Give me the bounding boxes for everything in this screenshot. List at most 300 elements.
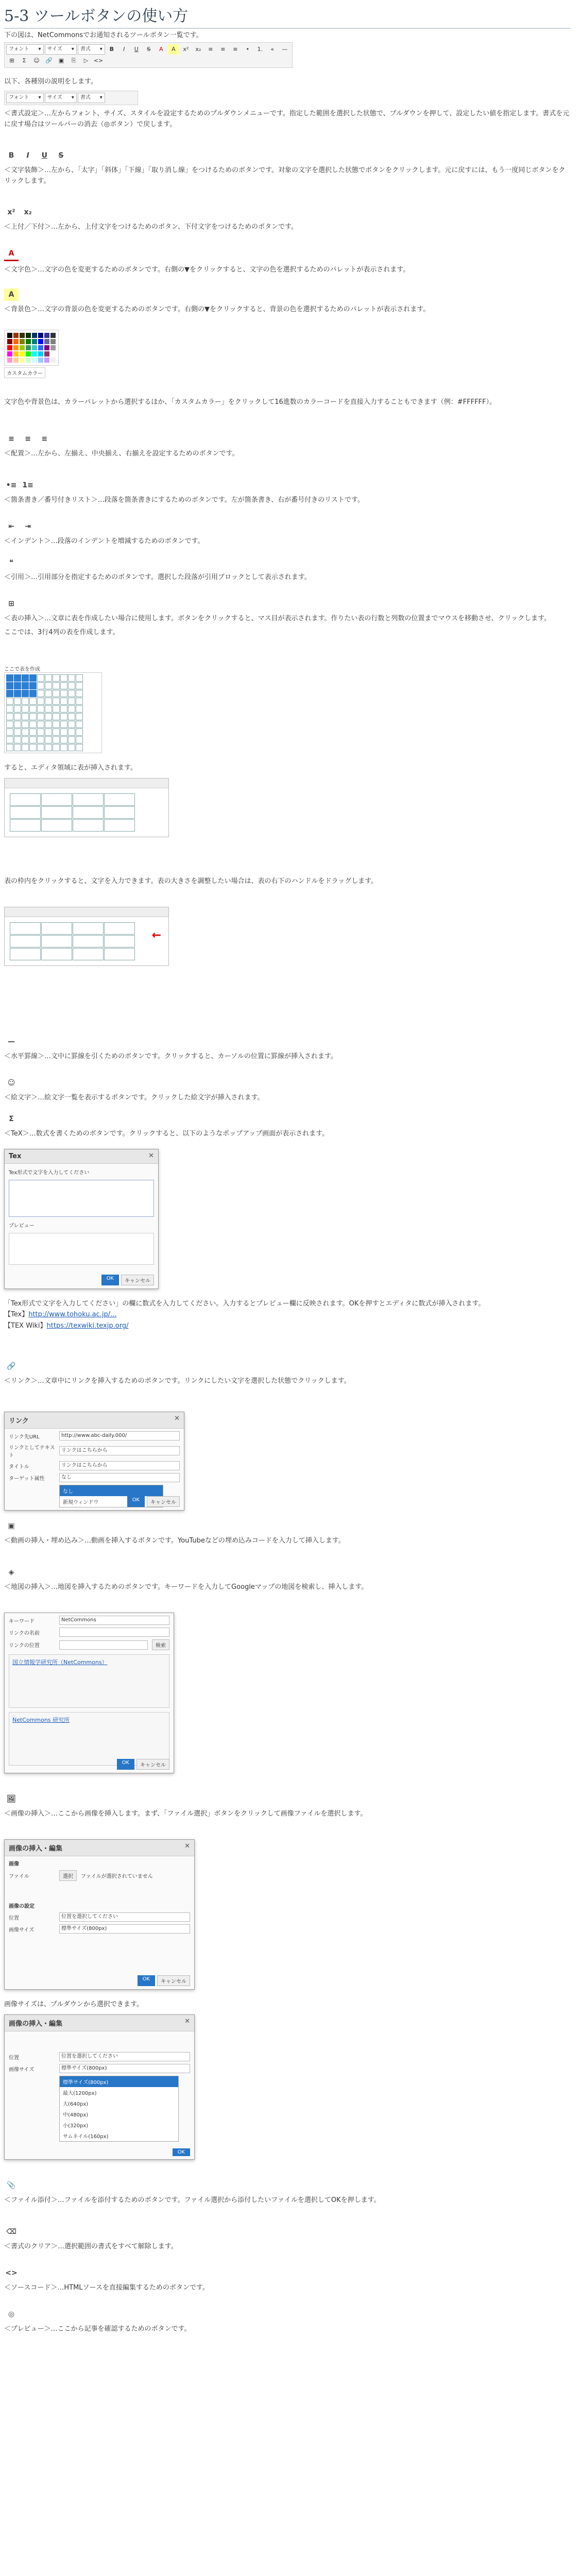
map-dialog-footer	[117, 1759, 169, 1770]
table-picker-cell[interactable]	[76, 705, 83, 713]
table-picker-cell[interactable]	[76, 728, 83, 736]
editor-preview-1	[4, 778, 169, 837]
table-picker-cell[interactable]	[22, 698, 29, 705]
color-swatch[interactable]	[13, 358, 19, 363]
image-pos-select-2[interactable]: 位置を選択してください	[59, 2052, 190, 2061]
map-keyword-field[interactable]: NetCommons	[59, 1616, 169, 1625]
ok-button[interactable]: OK	[127, 1496, 145, 1507]
explain-order-text: 以下、各種別の説明をします。	[4, 78, 97, 86]
tex-input[interactable]	[9, 1180, 154, 1217]
link-icons	[4, 1360, 571, 1372]
color-swatch[interactable]	[38, 345, 43, 350]
table-picker-cell[interactable]	[37, 721, 44, 728]
table-picker-cell[interactable]	[14, 690, 21, 697]
link-target-option[interactable]: 新規ウィンドウ	[63, 1500, 99, 1505]
color-swatch[interactable]	[50, 351, 56, 357]
align-left-icon[interactable]: ≡	[208, 46, 213, 53]
size-select[interactable]: サイズ ▾	[45, 44, 77, 55]
align-center-icon[interactable]: ≡	[220, 46, 226, 53]
table-picker-cell[interactable]	[22, 721, 29, 728]
table-picker-cell[interactable]	[14, 682, 21, 689]
ok-button[interactable]: OK	[173, 2148, 190, 2156]
table-cell[interactable]	[73, 819, 104, 832]
strike-icon: S	[58, 151, 64, 160]
table-picker-cell[interactable]	[29, 721, 37, 728]
bg-color-icon: A	[4, 289, 19, 301]
table-cell[interactable]	[73, 935, 104, 947]
table-cell[interactable]	[104, 948, 135, 960]
tex-link-2-url[interactable]: https://texwiki.texjp.org/	[46, 1321, 129, 1330]
link-text-field[interactable]: リンクはこちらから	[59, 1446, 180, 1455]
color-swatch[interactable]	[20, 333, 25, 338]
table-picker-cell[interactable]	[29, 744, 37, 751]
table-cell[interactable]	[73, 948, 104, 960]
editor-toolbar-strip	[5, 778, 168, 788]
table-picker-cell[interactable]	[22, 728, 29, 736]
table-icon[interactable]: ⊞	[9, 57, 14, 64]
color-swatch[interactable]	[32, 339, 37, 344]
color-swatch[interactable]	[26, 333, 31, 338]
table-picker-cell[interactable]	[22, 713, 29, 720]
table-picker-cell[interactable]	[29, 713, 37, 720]
color-swatch[interactable]	[20, 339, 25, 344]
table-picker-cell[interactable]	[45, 728, 52, 736]
table-cell[interactable]	[104, 819, 135, 832]
media-icon: ▣	[8, 1522, 15, 1530]
supsub-icons	[4, 206, 571, 218]
hr-icons	[4, 1036, 571, 1048]
table-picker-cell[interactable]	[60, 690, 67, 697]
table-cell[interactable]	[104, 806, 135, 819]
color-swatch-grid[interactable]	[4, 330, 59, 366]
table-picker-cell[interactable]	[37, 728, 44, 736]
color-swatch[interactable]	[44, 351, 49, 357]
table-picker-cell[interactable]	[29, 690, 37, 697]
table-picker-cell[interactable]	[29, 674, 37, 682]
table-cell[interactable]	[10, 806, 41, 819]
bg-color-icon[interactable]: A	[168, 44, 179, 55]
color-swatch[interactable]	[44, 339, 49, 344]
font-color-icon[interactable]: A	[159, 46, 163, 53]
table-picker-cell[interactable]	[6, 705, 13, 713]
color-palette	[4, 330, 76, 378]
intro-text: 下の図は、NetCommonsでお通知されるツールボタン一覧です。	[4, 31, 203, 39]
table-picker-cell[interactable]	[37, 744, 44, 751]
table-picker-cell[interactable]	[60, 713, 67, 720]
ok-button[interactable]: OK	[138, 1975, 155, 1986]
color-swatch[interactable]	[50, 333, 56, 338]
table-picker-cell[interactable]	[6, 698, 13, 705]
color-swatch[interactable]	[20, 345, 25, 350]
table-cell[interactable]	[73, 806, 104, 819]
table-picker-cell[interactable]	[22, 674, 29, 682]
map-search-button[interactable]: 検索	[152, 1639, 169, 1650]
quote-icon: ❝	[9, 558, 14, 567]
cancel-button[interactable]: キャンセル	[157, 1975, 190, 1986]
close-icon[interactable]: ✕	[184, 2018, 190, 2025]
link-text-label: リンクとしてテキスト	[9, 1445, 55, 1459]
table-picker-cell[interactable]	[68, 721, 75, 728]
ok-button[interactable]: OK	[101, 1275, 119, 1285]
table-picker-cell[interactable]	[68, 682, 75, 689]
image-size-option[interactable]: 小(320px)	[63, 2123, 89, 2129]
table-text-1: ＜表の挿入＞…文章に表を作成したい場合に使用します。ボタンをクリックすると、マス目が表示されます。作りたい表の行数と列数の位置までマウスを移動させ、クリックします。	[4, 615, 551, 622]
section-link	[4, 1360, 571, 1386]
color-swatch[interactable]	[13, 339, 19, 344]
table-picker-cell[interactable]	[53, 721, 60, 728]
quote-icon[interactable]: «	[270, 46, 275, 53]
table-picker-cell[interactable]	[76, 744, 83, 751]
table-picker-cell[interactable]	[45, 674, 52, 682]
underline-icon[interactable]: U	[134, 46, 139, 53]
table-cell[interactable]	[104, 935, 135, 947]
table-picker-cell[interactable]	[60, 721, 67, 728]
table-picker-cell[interactable]	[22, 682, 29, 689]
map-result-link-2[interactable]: NetCommons 研究所	[12, 1717, 70, 1723]
image-size-option[interactable]: 標準サイズ(800px)	[60, 2076, 178, 2087]
color-swatch[interactable]	[26, 351, 31, 357]
section-indent	[4, 520, 571, 547]
superscript-icon: x²	[7, 208, 15, 216]
format-selects-figure	[4, 91, 138, 105]
table-picker-cell[interactable]	[6, 713, 13, 720]
table-picker-cell[interactable]	[6, 744, 13, 751]
link-row-title	[9, 1461, 180, 1470]
image-size-option[interactable]: 最大(1200px)	[63, 2091, 97, 2096]
table-picker-cell[interactable]	[53, 682, 60, 689]
table-picker-cell[interactable]	[37, 736, 44, 743]
color-swatch[interactable]	[44, 345, 49, 350]
table-picker-cell[interactable]	[14, 744, 21, 751]
table-picker-cell[interactable]	[14, 713, 21, 720]
table-picker-grid[interactable]	[4, 672, 102, 753]
format-select[interactable]: 書式 ▾	[78, 44, 105, 55]
color-swatch[interactable]	[50, 339, 56, 344]
table-picker-cell[interactable]	[29, 682, 37, 689]
map-result-link-1[interactable]: 国立情報学研究所（NetCommons）	[12, 1659, 108, 1666]
color-swatch[interactable]	[32, 333, 37, 338]
align-right-icon[interactable]: ≡	[233, 46, 238, 53]
color-swatch[interactable]	[38, 358, 43, 363]
font-color-icons	[4, 247, 571, 261]
color-swatch[interactable]	[26, 358, 31, 363]
image-file-label: ファイル	[9, 1874, 29, 1879]
table-picker-cell[interactable]	[53, 736, 60, 743]
custom-color-label[interactable]: カスタムカラー	[4, 367, 45, 378]
color-swatch[interactable]	[7, 339, 12, 344]
table-picker-cell[interactable]	[60, 674, 67, 682]
color-swatch[interactable]	[26, 345, 31, 350]
link-title-field[interactable]: リンクはこちらから	[59, 1461, 180, 1470]
color-swatch[interactable]	[50, 358, 56, 363]
table-picker-cell[interactable]	[45, 705, 52, 713]
table-cell[interactable]	[10, 948, 41, 960]
table-picker-cell[interactable]	[45, 690, 52, 697]
hr-icon[interactable]: —	[282, 46, 288, 53]
table-picker-cell[interactable]	[14, 705, 21, 713]
table-picker-cell[interactable]	[6, 736, 13, 743]
table-cell[interactable]	[104, 793, 135, 806]
image-pos-row-2	[9, 2052, 190, 2061]
table-text-2: ここでは、3行4列の表を作成します。	[4, 629, 120, 637]
table-picker-cell[interactable]	[37, 690, 44, 697]
font-color-icon: A	[4, 247, 19, 261]
table-picker-cell[interactable]	[53, 744, 60, 751]
table-picker-cell[interactable]	[14, 721, 21, 728]
table-cell[interactable]	[41, 793, 72, 806]
ok-button[interactable]: OK	[117, 1759, 134, 1770]
table-picker-cell[interactable]	[14, 728, 21, 736]
custom-color-text: 文字色や背景色は、カラーパレットから選択するほか、「カスタムカラー」をクリックして16進数のカラーコードを直接入力することもできます（例：#FFFFFF）。	[4, 398, 497, 406]
table-picker-cell[interactable]	[45, 744, 52, 751]
image-icon[interactable]: ▣	[58, 57, 64, 64]
color-swatch[interactable]	[7, 333, 12, 338]
media-icon[interactable]: ▷	[83, 57, 89, 64]
table-cell[interactable]	[10, 793, 41, 806]
table-cell[interactable]	[104, 922, 135, 935]
image-size-option[interactable]: 中(480px)	[63, 2112, 89, 2118]
table-cell[interactable]	[41, 935, 72, 947]
table-picker-cell[interactable]	[22, 744, 29, 751]
map-pos-field[interactable]	[59, 1640, 148, 1650]
close-icon[interactable]: ✕	[174, 1415, 180, 1422]
color-swatch[interactable]	[38, 333, 43, 338]
tex-link-1-url[interactable]: http://www.tohoku.ac.jp/...	[28, 1311, 117, 1319]
table-picker-cell[interactable]	[60, 736, 67, 743]
image-size-select-2[interactable]: 標準サイズ(800px)	[59, 2064, 190, 2073]
font-select[interactable]: フォント ▾	[6, 44, 44, 55]
section-file	[4, 2179, 571, 2206]
color-swatch[interactable]	[50, 345, 56, 350]
table-picker-cell[interactable]	[68, 674, 75, 682]
clear-text: ＜書式のクリア＞…選択範囲の書式をすべて解除します。	[4, 2243, 178, 2250]
table-picker-cell[interactable]	[68, 728, 75, 736]
table-picker-cell[interactable]	[14, 736, 21, 743]
table-cell[interactable]	[41, 806, 72, 819]
color-swatch[interactable]	[13, 333, 19, 338]
outdent-icon: ⇤	[8, 522, 14, 531]
table-picker-cell[interactable]	[76, 713, 83, 720]
number-list-icon[interactable]: 1.	[257, 46, 263, 53]
image-tab[interactable]: 画像	[9, 1861, 19, 1867]
emoji-icon[interactable]: ☺	[33, 57, 40, 64]
table-cell[interactable]	[41, 948, 72, 960]
image-size-option[interactable]: 大(640px)	[63, 2102, 89, 2107]
table-picker-cell[interactable]	[53, 705, 60, 713]
link-target-select[interactable]: なし	[59, 1473, 180, 1482]
color-swatch[interactable]	[38, 339, 43, 344]
link-url-field[interactable]: http://www.abc-daily.000/	[59, 1431, 180, 1440]
color-swatch[interactable]	[44, 358, 49, 363]
link-title-label: タイトル	[9, 1464, 29, 1470]
table-picker-cell[interactable]	[53, 728, 60, 736]
table-picker-cell[interactable]	[60, 705, 67, 713]
table-picker-cell[interactable]	[37, 705, 44, 713]
table-picker-cell[interactable]	[76, 698, 83, 705]
table-picker-cell[interactable]	[14, 674, 21, 682]
table-picker-cell[interactable]	[45, 698, 52, 705]
list-icons	[4, 479, 571, 492]
color-swatch[interactable]	[13, 345, 19, 350]
color-swatch[interactable]	[7, 351, 12, 357]
file-icon[interactable]: ⎘	[71, 57, 76, 64]
table-picker-cell[interactable]	[60, 728, 67, 736]
source-code-icon: <>	[5, 2269, 18, 2277]
color-swatch[interactable]	[32, 345, 37, 350]
bold-icon: B	[8, 151, 14, 160]
table-picker-cell[interactable]	[29, 705, 37, 713]
link-row-text	[9, 1443, 180, 1459]
format-select-2[interactable]: 書式 ▾	[78, 93, 105, 103]
table-cell[interactable]	[10, 922, 41, 935]
tex-text: ＜TeX＞…数式を書くためのボタンです。クリックすると、以下のようなポップアップ画面が表示されます。	[4, 1130, 329, 1138]
italic-icon: I	[26, 151, 29, 160]
file-select-button[interactable]: 選択	[59, 1870, 77, 1881]
color-swatch[interactable]	[20, 358, 25, 363]
link-icon[interactable]: 🔗	[45, 57, 53, 64]
table-picker-cell[interactable]	[45, 713, 52, 720]
emoji-text: ＜絵文字＞…絵文字一覧を表示するボタンです。クリックした絵文字が挿入されます。	[4, 1094, 264, 1101]
tex-icon[interactable]: Σ	[22, 57, 26, 64]
map-icon: ◈	[8, 1568, 14, 1577]
image-text-2: 画像サイズは、プルダウンから選択できます。	[4, 2001, 143, 2008]
table-cell[interactable]	[73, 793, 104, 806]
table-picker-cell[interactable]	[60, 682, 67, 689]
table-picker-cell[interactable]	[68, 744, 75, 751]
table-cell[interactable]	[41, 922, 72, 935]
inserted-table-2[interactable]	[10, 922, 163, 960]
image-pos-row	[9, 1912, 190, 1922]
table-picker-cell[interactable]	[6, 728, 13, 736]
table-cell[interactable]	[10, 819, 41, 832]
section-tex	[4, 1113, 571, 1139]
table-picker-cell[interactable]	[37, 698, 44, 705]
table-picker-cell[interactable]	[22, 705, 29, 713]
close-icon[interactable]: ✕	[148, 1152, 154, 1160]
inserted-table[interactable]	[10, 793, 163, 832]
color-swatch[interactable]	[32, 351, 37, 357]
image-size-select[interactable]: 標準サイズ(800px)	[59, 1924, 190, 1934]
table-cell[interactable]	[41, 819, 72, 832]
color-swatch[interactable]	[44, 333, 49, 338]
table-picker-cell[interactable]	[14, 698, 21, 705]
file-select-note: ファイルが選択されていません	[81, 1874, 153, 1879]
table-picker-cell[interactable]	[76, 682, 83, 689]
editor-body-2[interactable]	[5, 917, 168, 965]
link-target-option[interactable]: なし	[60, 1485, 163, 1496]
bold-icon[interactable]: B	[109, 46, 114, 53]
cancel-button[interactable]: キャンセル	[147, 1496, 180, 1507]
toolbar-figure	[4, 42, 293, 68]
image-size-row-2	[9, 2064, 190, 2073]
image-text: ＜画像の挿入＞…ここから画像を挿入します。まず、「ファイル選択」ボタンをクリックして画像ファイルを選択します。	[4, 1810, 367, 1818]
table-picker-cell[interactable]	[37, 713, 44, 720]
font-select-2[interactable]: フォント ▾	[6, 93, 44, 103]
table-picker-cell[interactable]	[60, 744, 67, 751]
table-edit-note	[4, 876, 571, 887]
tex-link-1-label: 【Tex】	[4, 1311, 29, 1319]
table-picker-cell[interactable]	[45, 736, 52, 743]
table-picker-cell[interactable]	[6, 674, 13, 682]
superscript-icon[interactable]: x²	[183, 46, 189, 53]
image-pos-select[interactable]: 位置を選択してください	[59, 1912, 190, 1922]
image-dialog-2	[4, 2014, 195, 2159]
table-picker-cell[interactable]	[37, 674, 44, 682]
tex-link-2-label: 【TEX Wiki】	[4, 1321, 47, 1330]
source-icon[interactable]: <>	[93, 57, 104, 64]
table-cell[interactable]	[10, 935, 41, 947]
color-swatch[interactable]	[13, 351, 19, 357]
map-name-label: リンクの名前	[9, 1630, 40, 1636]
table-picker-cell[interactable]	[45, 721, 52, 728]
table-picker-cell[interactable]	[45, 682, 52, 689]
table-picker-cell[interactable]	[76, 721, 83, 728]
table-picker-cell[interactable]	[53, 713, 60, 720]
table-picker-cell[interactable]	[53, 698, 60, 705]
strike-icon[interactable]: S	[147, 46, 151, 53]
list-text: ＜箇条書き／番号付きリスト＞…段落を箇条書きにするためのボタンです。左が箇条書き、右が番号付きのリストです。	[4, 496, 364, 504]
table-cell[interactable]	[73, 922, 104, 935]
table-picker-cell[interactable]	[76, 674, 83, 682]
table-picker-label: ここで表を作成	[4, 667, 40, 672]
table-picker-cell[interactable]	[6, 721, 13, 728]
table-picker-cell[interactable]	[60, 698, 67, 705]
table-picker-cell[interactable]	[68, 705, 75, 713]
table-picker-cell[interactable]	[22, 736, 29, 743]
format-text: ＜書式設定＞…左からフォント、サイズ、スタイルを設定するためのプルダウンメニューです。指定した範囲を選択した状態で、プルダウンを押して、設定したい値を指定します。書式を元に戻す場合はツールバーの消去（◎ボタン）で戻します。	[4, 110, 570, 129]
emoji-icons	[4, 1077, 571, 1089]
editor-body[interactable]	[5, 788, 168, 837]
paperclip-icon: 📎	[7, 2181, 16, 2190]
preview-icon: ◎	[8, 2310, 15, 2318]
table-picker-cell[interactable]	[29, 736, 37, 743]
table-picker-cell[interactable]	[68, 736, 75, 743]
color-swatch[interactable]	[32, 358, 37, 363]
table-picker-cell[interactable]	[37, 682, 44, 689]
color-swatch[interactable]	[26, 339, 31, 344]
table-picker-cell[interactable]	[76, 690, 83, 697]
table-picker-cell[interactable]	[53, 674, 60, 682]
italic-icon[interactable]: I	[123, 46, 125, 53]
table-picker-cell[interactable]	[6, 682, 13, 689]
image-size-option[interactable]: サムネイル(160px)	[63, 2134, 109, 2140]
color-swatch[interactable]	[7, 345, 12, 350]
color-swatch[interactable]	[20, 351, 25, 357]
table-picker-cell[interactable]	[29, 728, 37, 736]
table-picker-cell[interactable]	[68, 713, 75, 720]
map-name-field[interactable]	[59, 1628, 169, 1637]
cancel-button[interactable]: キャンセル	[121, 1275, 154, 1285]
bg-color-text: ＜背景色＞…文字の背景の色を変更するためのボタンです。右側の▼をクリックすると、背景の色を選択するためのパレットが表示されます。	[4, 306, 430, 313]
table-picker-cell[interactable]	[68, 698, 75, 705]
table-picker-cell[interactable]	[22, 690, 29, 697]
size-select-2[interactable]: サイズ ▾	[45, 93, 77, 103]
cancel-button[interactable]: キャンセル	[137, 1759, 169, 1770]
link-row-target	[9, 1473, 180, 1482]
table-picker-cell[interactable]	[29, 698, 37, 705]
table-picker-figure	[4, 665, 102, 753]
color-swatch[interactable]	[7, 358, 12, 363]
table-picker-cell[interactable]	[68, 690, 75, 697]
table-picker-cell[interactable]	[6, 690, 13, 697]
table-picker-cell[interactable]	[76, 736, 83, 743]
subscript-icon[interactable]: x₂	[195, 46, 201, 53]
color-swatch[interactable]	[38, 351, 43, 357]
editor-toolbar-strip-2	[5, 907, 168, 917]
close-icon[interactable]: ✕	[184, 1842, 190, 1850]
bullet-list-icon[interactable]: •	[246, 46, 250, 53]
table-picker-cell[interactable]	[53, 690, 60, 697]
